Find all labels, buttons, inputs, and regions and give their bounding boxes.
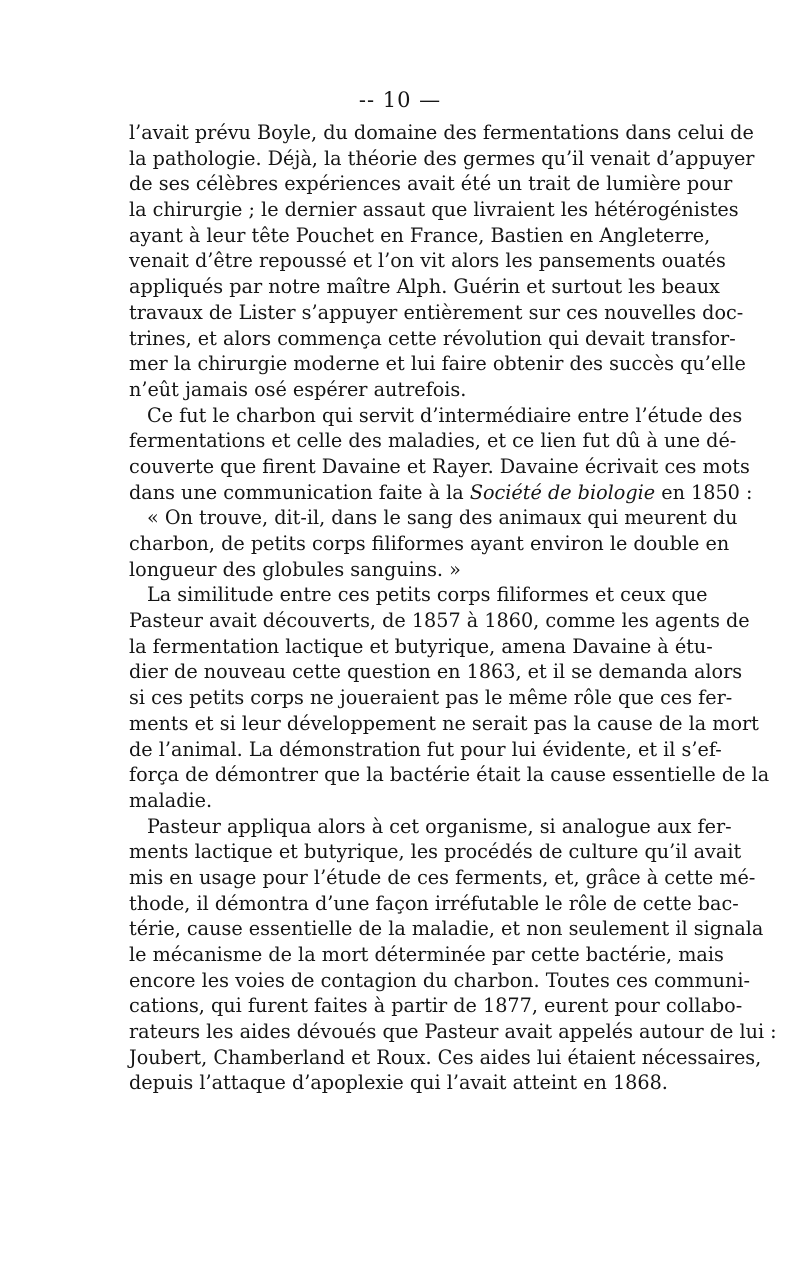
text-line: de l’animal. La démonstration fut pour lui évidente, et il s’ef- [129,737,722,761]
text-line: mis en usage pour l’étude de ces ferments, et, grâce à cette mé- [129,865,756,889]
text-line: de ses célèbres expériences avait été un trait de lumière pour [129,172,733,196]
text-line: Joubert, Chamberland et Roux. Ces aides lui étaient nécessaires, [129,1045,762,1069]
text-line: La similitude entre ces petits corps filiformes et ceux que [147,583,708,607]
text-line: ments et si leur développement ne serait pas la cause de la mort [129,711,759,735]
text-line: la chirurgie ; le dernier assaut que livraient les hétérogénistes [129,198,739,222]
text-line: força de démontrer que la bactérie était la cause essentielle de la [129,763,770,787]
text-line: si ces petits corps ne joueraient pas le même rôle que ces fer- [129,686,733,710]
text-line: dier de nouveau cette question en 1863, et il se demanda alors [129,660,743,684]
text-fragment: dans une communication faite à la [129,480,470,504]
text-line: maladie. [129,788,213,812]
text-line: n’eût jamais osé espérer autrefois. [129,377,467,401]
text-line: venait d’être repoussé et l’on vit alors les pansements ouatés [129,249,726,273]
text-line: ments lactique et butyrique, les procédés de culture qu’il avait [129,840,742,864]
text-line: l’avait prévu Boyle, du domaine des fermentations dans celui de [129,121,754,144]
text-line-with-italic [129,480,753,506]
text-line: Pasteur appliqua alors à cet organisme, si analogue aux fer- [147,814,732,838]
text-line: trines, et alors commença cette révolution qui devait transfor- [129,326,736,350]
text-line: rateurs les aides dévoués que Pasteur avait appelés autour de lui : [129,1020,777,1044]
text-line: fermentations et celle des maladies, et ce lien fut dû à une dé- [129,429,737,453]
text-line: appliqués par notre maître Alph. Guérin et surtout les beaux [129,275,720,299]
quote-line: charbon, de petits corps filiformes ayant environ le double en [129,532,730,555]
text-line: cations, qui furent faites à partir de 1877, eurent pour collabo- [129,994,743,1018]
page-number: -- 10 — [358,88,442,112]
text-fragment: en 1850 : [655,480,753,504]
text-line: térie, cause essentielle de la maladie, et non seulement il signala [129,917,764,941]
text-line: mer la chirurgie moderne et lui faire obtenir des succès qu’elle [129,352,746,376]
text-line: Ce fut le charbon qui servit d’intermédiaire entre l’étude des [147,403,743,427]
text-line: le mécanisme de la mort déterminée par cette bactérie, mais [129,943,724,966]
quote-line: longueur des globules sanguins. » [129,557,461,581]
text-line: la fermentation lactique et butyrique, amena Davaine à étu- [129,634,713,658]
quote-line: « On trouve, dit-il, dans le sang des animaux qui meurent du [147,506,738,530]
text-line: Pasteur avait découverts, de 1857 à 1860, comme les agents de [129,609,750,633]
text-line: travaux de Lister s’appuyer entièrement sur ces nouvelles doc- [129,300,744,324]
journal-title: Société de biologie [469,480,656,504]
text-line: depuis l’attaque d’apoplexie qui l’avait atteint en 1868. [129,1071,668,1095]
body-text [129,120,777,1096]
text-line: couverte que firent Davaine et Rayer. Davaine écrivait ces mots [129,454,750,478]
text-line: la pathologie. Déjà, la théorie des germes qu’il venait d’appuyer [129,146,755,170]
text-line: thode, il démontra d’une façon irréfutable le rôle de cette bac- [129,891,739,915]
text-line: encore les voies de contagion du charbon. Toutes ces communi- [129,968,751,992]
text-line: ayant à leur tête Pouchet en France, Bastien en Angleterre, [129,223,711,247]
